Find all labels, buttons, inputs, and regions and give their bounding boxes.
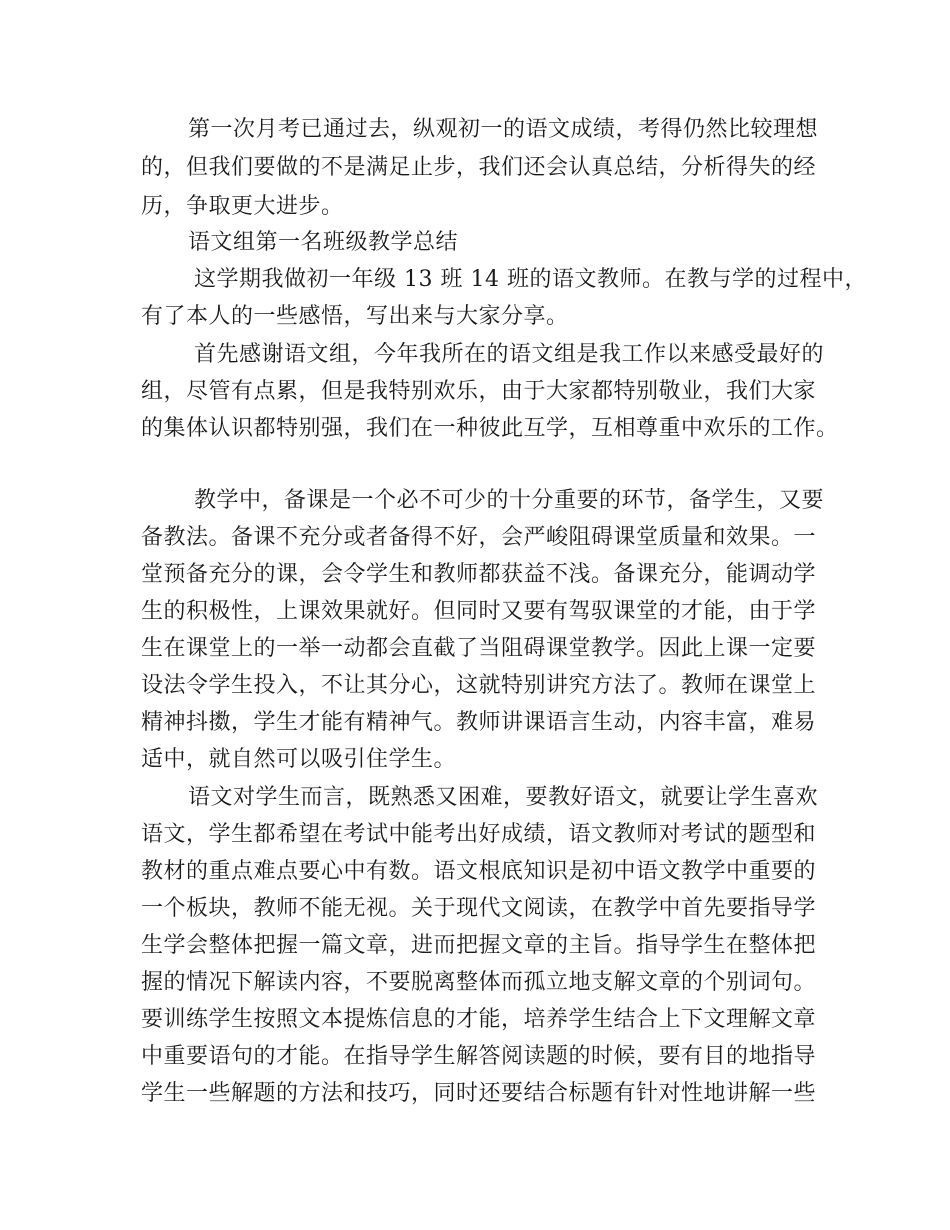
text-line: 这学期我做初一年级 13 班 14 班的语文教师。在教与学的过程中， — [194, 267, 867, 292]
text-line: 组，尽管有点累，但是我特别欢乐，由于大家都特别敬业，我们大家 — [141, 379, 817, 404]
text-line: 语文对学生而言，既熟悉又困难，要教好语文，就要让学生喜欢 — [188, 785, 819, 810]
text-line: 备教法。备课不充分或者备得不好，会严峻阻碍课堂质量和效果。一 — [141, 525, 817, 550]
text-line: 握的情况下解读内容，不要脱离整体而孤立地支解文章的个别词句。 — [141, 970, 817, 995]
text-line: 设法令学生投入，不让其分心，这就特别讲究方法了。教师在课堂上 — [141, 673, 817, 698]
text-line: 的，但我们要做的不是满足止步，我们还会认真总结，分析得失的经 — [141, 155, 817, 180]
text-line: 精神抖擞，学生才能有精神气。教师讲课语言生动，内容丰富，难易 — [141, 710, 817, 735]
text-line: 生在课堂上的一举一动都会直截了当阻碍课堂教学。因此上课一定要 — [141, 636, 817, 661]
text-line: 教学中，备课是一个必不可少的十分重要的环节，备学生，又要 — [194, 488, 825, 513]
text-line: 有了本人的一些感悟，写出来与大家分享。 — [141, 304, 569, 329]
text-line: 的集体认识都特别强，我们在一种彼此互学，互相尊重中欢乐的工作。 — [141, 416, 839, 441]
text-line: 堂预备充分的课，会令学生和教师都获益不浅。备课充分，能调动学 — [141, 562, 817, 587]
text-line: 中重要语句的才能。在指导学生解答阅读题的时候，要有目的地指导 — [141, 1044, 817, 1069]
text-line: 历，争取更大进步。 — [141, 194, 344, 219]
text-line: 语文，学生都希望在考试中能考出好成绩，语文教师对考试的题型和 — [141, 822, 817, 847]
text-line: 适中，就自然可以吸引住学生。 — [141, 747, 457, 772]
text-line: 首先感谢语文组，今年我所在的语文组是我工作以来感受最好的 — [194, 342, 825, 367]
text-line: 学生一些解题的方法和技巧，同时还要结合标题有针对性地讲解一些 — [141, 1081, 817, 1106]
text-line: 要训练学生按照文本提炼信息的才能，培养学生结合上下文理解文章 — [141, 1007, 817, 1032]
text-line: 教材的重点难点要心中有数。语文根底知识是初中语文教学中重要的 — [141, 859, 817, 884]
text-line: 第一次月考已通过去，纵观初一的语文成绩，考得仍然比较理想 — [188, 117, 819, 142]
section-heading: 语文组第一名班级教学总结 — [188, 230, 459, 255]
text-line: 生学会整体把握一篇文章，进而把握文章的主旨。指导学生在整体把 — [141, 933, 817, 958]
text-line: 一个板块，教师不能无视。关于现代文阅读，在教学中首先要指导学 — [141, 896, 817, 921]
text-line: 生的积极性，上课效果就好。但同时又要有驾驭课堂的才能，由于学 — [141, 599, 817, 624]
